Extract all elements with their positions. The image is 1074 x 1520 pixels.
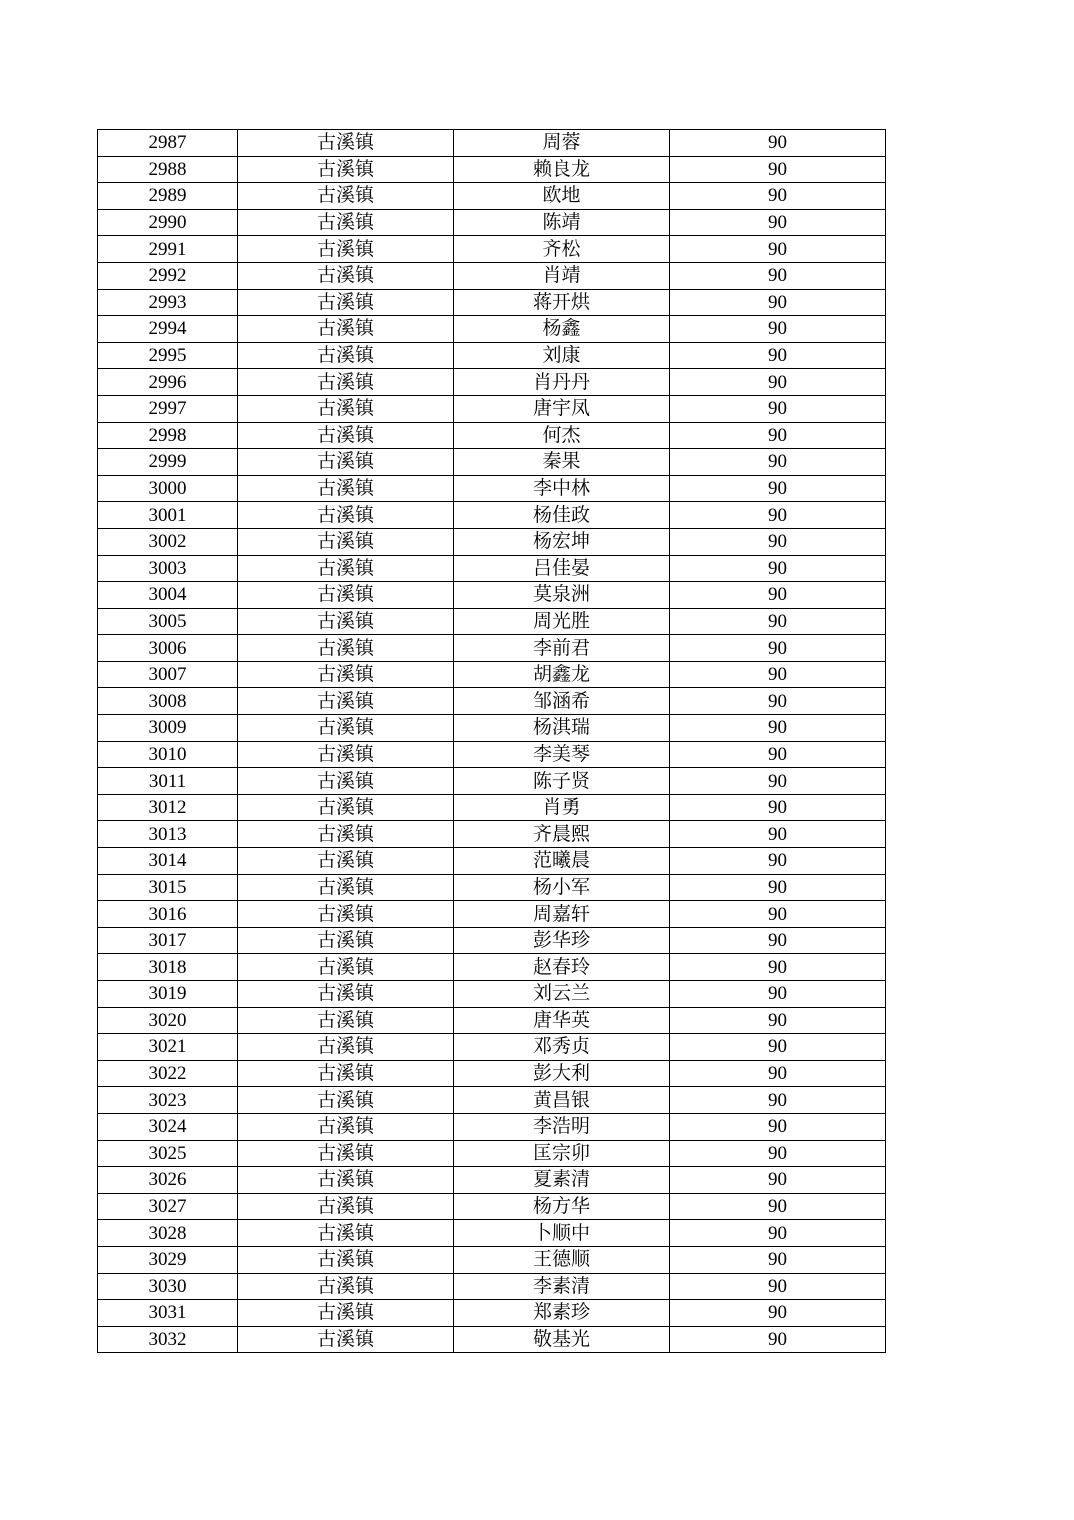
score-cell: 90 — [670, 316, 886, 343]
town-cell: 古溪镇 — [238, 1007, 454, 1034]
table-row — [98, 688, 886, 715]
table-row — [98, 874, 886, 901]
score-cell: 90 — [670, 262, 886, 289]
town-cell: 古溪镇 — [238, 1087, 454, 1114]
table-row — [98, 449, 886, 476]
person-name-cell: 欧地 — [454, 183, 670, 210]
town-cell: 古溪镇 — [238, 1034, 454, 1061]
table-row — [98, 1087, 886, 1114]
person-name-cell: 陈子贤 — [454, 768, 670, 795]
table-row — [98, 502, 886, 529]
town-cell: 古溪镇 — [238, 1193, 454, 1220]
person-name-cell: 刘康 — [454, 342, 670, 369]
serial-number-cell: 2991 — [98, 236, 238, 263]
town-cell: 古溪镇 — [238, 262, 454, 289]
person-name-cell: 李浩明 — [454, 1113, 670, 1140]
score-cell: 90 — [670, 1060, 886, 1087]
person-name-cell: 齐晨熙 — [454, 821, 670, 848]
table-row — [98, 395, 886, 422]
town-cell: 古溪镇 — [238, 1113, 454, 1140]
score-cell: 90 — [670, 555, 886, 582]
person-name-cell: 秦果 — [454, 449, 670, 476]
serial-number-cell: 3006 — [98, 635, 238, 662]
serial-number-cell: 2989 — [98, 183, 238, 210]
person-name-cell: 彭大利 — [454, 1060, 670, 1087]
score-cell: 90 — [670, 608, 886, 635]
serial-number-cell: 2996 — [98, 369, 238, 396]
score-cell: 90 — [670, 502, 886, 529]
score-cell: 90 — [670, 1246, 886, 1273]
table-row — [98, 528, 886, 555]
score-cell: 90 — [670, 528, 886, 555]
table-row — [98, 901, 886, 928]
score-cell: 90 — [670, 475, 886, 502]
score-cell: 90 — [670, 342, 886, 369]
person-name-cell: 齐松 — [454, 236, 670, 263]
table-row — [98, 821, 886, 848]
person-name-cell: 李美琴 — [454, 741, 670, 768]
table-row — [98, 635, 886, 662]
town-cell: 古溪镇 — [238, 741, 454, 768]
town-cell: 古溪镇 — [238, 316, 454, 343]
score-cell: 90 — [670, 821, 886, 848]
town-cell: 古溪镇 — [238, 156, 454, 183]
serial-number-cell: 3008 — [98, 688, 238, 715]
person-name-cell: 杨方华 — [454, 1193, 670, 1220]
person-name-cell: 周蓉 — [454, 130, 670, 157]
person-name-cell: 周嘉轩 — [454, 901, 670, 928]
score-cell: 90 — [670, 794, 886, 821]
town-cell: 古溪镇 — [238, 901, 454, 928]
score-cell: 90 — [670, 715, 886, 742]
score-cell: 90 — [670, 635, 886, 662]
table-row — [98, 954, 886, 981]
town-cell: 古溪镇 — [238, 183, 454, 210]
serial-number-cell: 3017 — [98, 927, 238, 954]
score-cell: 90 — [670, 901, 886, 928]
person-name-cell: 杨宏坤 — [454, 528, 670, 555]
person-name-cell: 肖靖 — [454, 262, 670, 289]
town-cell: 古溪镇 — [238, 422, 454, 449]
town-cell: 古溪镇 — [238, 954, 454, 981]
serial-number-cell: 3031 — [98, 1300, 238, 1327]
person-name-cell: 蒋开烘 — [454, 289, 670, 316]
serial-number-cell: 3020 — [98, 1007, 238, 1034]
person-name-cell: 黄昌银 — [454, 1087, 670, 1114]
person-name-cell: 赖良龙 — [454, 156, 670, 183]
person-name-cell: 李前君 — [454, 635, 670, 662]
serial-number-cell: 3014 — [98, 848, 238, 875]
town-cell: 古溪镇 — [238, 475, 454, 502]
town-cell: 古溪镇 — [238, 502, 454, 529]
score-cell: 90 — [670, 1273, 886, 1300]
serial-number-cell: 3003 — [98, 555, 238, 582]
score-cell: 90 — [670, 209, 886, 236]
serial-number-cell: 3026 — [98, 1167, 238, 1194]
person-name-cell: 刘云兰 — [454, 981, 670, 1008]
person-name-cell: 李中林 — [454, 475, 670, 502]
serial-number-cell: 3005 — [98, 608, 238, 635]
score-cell: 90 — [670, 582, 886, 609]
roster-table-body — [98, 130, 886, 1353]
table-row — [98, 1140, 886, 1167]
score-cell: 90 — [670, 449, 886, 476]
score-cell: 90 — [670, 1007, 886, 1034]
town-cell: 古溪镇 — [238, 715, 454, 742]
town-cell: 古溪镇 — [238, 821, 454, 848]
person-name-cell: 李素清 — [454, 1273, 670, 1300]
person-name-cell: 唐华英 — [454, 1007, 670, 1034]
town-cell: 古溪镇 — [238, 661, 454, 688]
serial-number-cell: 3010 — [98, 741, 238, 768]
table-row — [98, 715, 886, 742]
serial-number-cell: 2998 — [98, 422, 238, 449]
person-name-cell: 范曦晨 — [454, 848, 670, 875]
serial-number-cell: 3024 — [98, 1113, 238, 1140]
serial-number-cell: 3023 — [98, 1087, 238, 1114]
serial-number-cell: 2988 — [98, 156, 238, 183]
table-row — [98, 848, 886, 875]
score-cell: 90 — [670, 236, 886, 263]
serial-number-cell: 3025 — [98, 1140, 238, 1167]
person-name-cell: 肖勇 — [454, 794, 670, 821]
table-row — [98, 608, 886, 635]
town-cell: 古溪镇 — [238, 1167, 454, 1194]
table-row — [98, 927, 886, 954]
table-row — [98, 369, 886, 396]
serial-number-cell: 2994 — [98, 316, 238, 343]
person-name-cell: 杨佳政 — [454, 502, 670, 529]
table-row — [98, 1273, 886, 1300]
serial-number-cell: 2999 — [98, 449, 238, 476]
table-row — [98, 342, 886, 369]
table-row — [98, 289, 886, 316]
town-cell: 古溪镇 — [238, 848, 454, 875]
town-cell: 古溪镇 — [238, 395, 454, 422]
table-row — [98, 422, 886, 449]
table-row — [98, 1034, 886, 1061]
town-cell: 古溪镇 — [238, 768, 454, 795]
score-cell: 90 — [670, 1113, 886, 1140]
person-name-cell: 肖丹丹 — [454, 369, 670, 396]
town-cell: 古溪镇 — [238, 130, 454, 157]
person-name-cell: 莫泉洲 — [454, 582, 670, 609]
table-row — [98, 1300, 886, 1327]
person-name-cell: 敬基光 — [454, 1326, 670, 1353]
table-row — [98, 1007, 886, 1034]
person-name-cell: 唐宇凤 — [454, 395, 670, 422]
town-cell: 古溪镇 — [238, 1300, 454, 1327]
table-row — [98, 236, 886, 263]
serial-number-cell: 3027 — [98, 1193, 238, 1220]
person-name-cell: 杨小军 — [454, 874, 670, 901]
serial-number-cell: 3012 — [98, 794, 238, 821]
serial-number-cell: 2990 — [98, 209, 238, 236]
town-cell: 古溪镇 — [238, 449, 454, 476]
table-row — [98, 1193, 886, 1220]
roster-table — [97, 129, 886, 1353]
table-row — [98, 1220, 886, 1247]
score-cell: 90 — [670, 130, 886, 157]
score-cell: 90 — [670, 688, 886, 715]
person-name-cell: 周光胜 — [454, 608, 670, 635]
person-name-cell: 赵春玲 — [454, 954, 670, 981]
person-name-cell: 杨淇瑞 — [454, 715, 670, 742]
score-cell: 90 — [670, 1140, 886, 1167]
score-cell: 90 — [670, 1220, 886, 1247]
town-cell: 古溪镇 — [238, 209, 454, 236]
person-name-cell: 胡鑫龙 — [454, 661, 670, 688]
serial-number-cell: 3016 — [98, 901, 238, 928]
town-cell: 古溪镇 — [238, 582, 454, 609]
table-row — [98, 582, 886, 609]
score-cell: 90 — [670, 848, 886, 875]
town-cell: 古溪镇 — [238, 1326, 454, 1353]
table-row — [98, 130, 886, 157]
town-cell: 古溪镇 — [238, 688, 454, 715]
town-cell: 古溪镇 — [238, 794, 454, 821]
score-cell: 90 — [670, 741, 886, 768]
table-row — [98, 981, 886, 1008]
table-row — [98, 768, 886, 795]
person-name-cell: 陈靖 — [454, 209, 670, 236]
town-cell: 古溪镇 — [238, 289, 454, 316]
table-row — [98, 262, 886, 289]
serial-number-cell: 2993 — [98, 289, 238, 316]
table-row — [98, 156, 886, 183]
person-name-cell: 邹涵希 — [454, 688, 670, 715]
score-cell: 90 — [670, 1193, 886, 1220]
score-cell: 90 — [670, 1167, 886, 1194]
serial-number-cell: 3032 — [98, 1326, 238, 1353]
serial-number-cell: 3028 — [98, 1220, 238, 1247]
table-row — [98, 794, 886, 821]
score-cell: 90 — [670, 289, 886, 316]
town-cell: 古溪镇 — [238, 874, 454, 901]
table-row — [98, 741, 886, 768]
score-cell: 90 — [670, 1087, 886, 1114]
score-cell: 90 — [670, 369, 886, 396]
serial-number-cell: 3000 — [98, 475, 238, 502]
serial-number-cell: 3022 — [98, 1060, 238, 1087]
score-cell: 90 — [670, 661, 886, 688]
town-cell: 古溪镇 — [238, 1060, 454, 1087]
score-cell: 90 — [670, 768, 886, 795]
score-cell: 90 — [670, 395, 886, 422]
town-cell: 古溪镇 — [238, 236, 454, 263]
table-row — [98, 1167, 886, 1194]
person-name-cell: 郑素珍 — [454, 1300, 670, 1327]
table-row — [98, 1326, 886, 1353]
serial-number-cell: 3001 — [98, 502, 238, 529]
table-row — [98, 555, 886, 582]
serial-number-cell: 3007 — [98, 661, 238, 688]
serial-number-cell: 3021 — [98, 1034, 238, 1061]
serial-number-cell: 3015 — [98, 874, 238, 901]
town-cell: 古溪镇 — [238, 369, 454, 396]
person-name-cell: 王德顺 — [454, 1246, 670, 1273]
town-cell: 古溪镇 — [238, 608, 454, 635]
score-cell: 90 — [670, 1326, 886, 1353]
town-cell: 古溪镇 — [238, 342, 454, 369]
table-row — [98, 475, 886, 502]
serial-number-cell: 3002 — [98, 528, 238, 555]
serial-number-cell: 3018 — [98, 954, 238, 981]
table-row — [98, 1113, 886, 1140]
table-row — [98, 1060, 886, 1087]
table-row — [98, 316, 886, 343]
town-cell: 古溪镇 — [238, 555, 454, 582]
score-cell: 90 — [670, 1034, 886, 1061]
serial-number-cell: 3011 — [98, 768, 238, 795]
serial-number-cell: 3030 — [98, 1273, 238, 1300]
person-name-cell: 彭华珍 — [454, 927, 670, 954]
table-row — [98, 209, 886, 236]
town-cell: 古溪镇 — [238, 1273, 454, 1300]
person-name-cell: 吕佳晏 — [454, 555, 670, 582]
serial-number-cell: 2987 — [98, 130, 238, 157]
town-cell: 古溪镇 — [238, 981, 454, 1008]
serial-number-cell: 2992 — [98, 262, 238, 289]
score-cell: 90 — [670, 954, 886, 981]
person-name-cell: 邓秀贞 — [454, 1034, 670, 1061]
town-cell: 古溪镇 — [238, 927, 454, 954]
serial-number-cell: 3009 — [98, 715, 238, 742]
person-name-cell: 匡宗卯 — [454, 1140, 670, 1167]
person-name-cell: 何杰 — [454, 422, 670, 449]
score-cell: 90 — [670, 981, 886, 1008]
person-name-cell: 杨鑫 — [454, 316, 670, 343]
score-cell: 90 — [670, 874, 886, 901]
serial-number-cell: 3013 — [98, 821, 238, 848]
score-cell: 90 — [670, 927, 886, 954]
table-row — [98, 183, 886, 210]
town-cell: 古溪镇 — [238, 1140, 454, 1167]
town-cell: 古溪镇 — [238, 635, 454, 662]
score-cell: 90 — [670, 183, 886, 210]
serial-number-cell: 3004 — [98, 582, 238, 609]
table-row — [98, 661, 886, 688]
serial-number-cell: 2995 — [98, 342, 238, 369]
person-name-cell: 卜顺中 — [454, 1220, 670, 1247]
score-cell: 90 — [670, 1300, 886, 1327]
serial-number-cell: 3019 — [98, 981, 238, 1008]
serial-number-cell: 2997 — [98, 395, 238, 422]
town-cell: 古溪镇 — [238, 1246, 454, 1273]
person-name-cell: 夏素清 — [454, 1167, 670, 1194]
town-cell: 古溪镇 — [238, 528, 454, 555]
serial-number-cell: 3029 — [98, 1246, 238, 1273]
town-cell: 古溪镇 — [238, 1220, 454, 1247]
score-cell: 90 — [670, 156, 886, 183]
table-row — [98, 1246, 886, 1273]
score-cell: 90 — [670, 422, 886, 449]
